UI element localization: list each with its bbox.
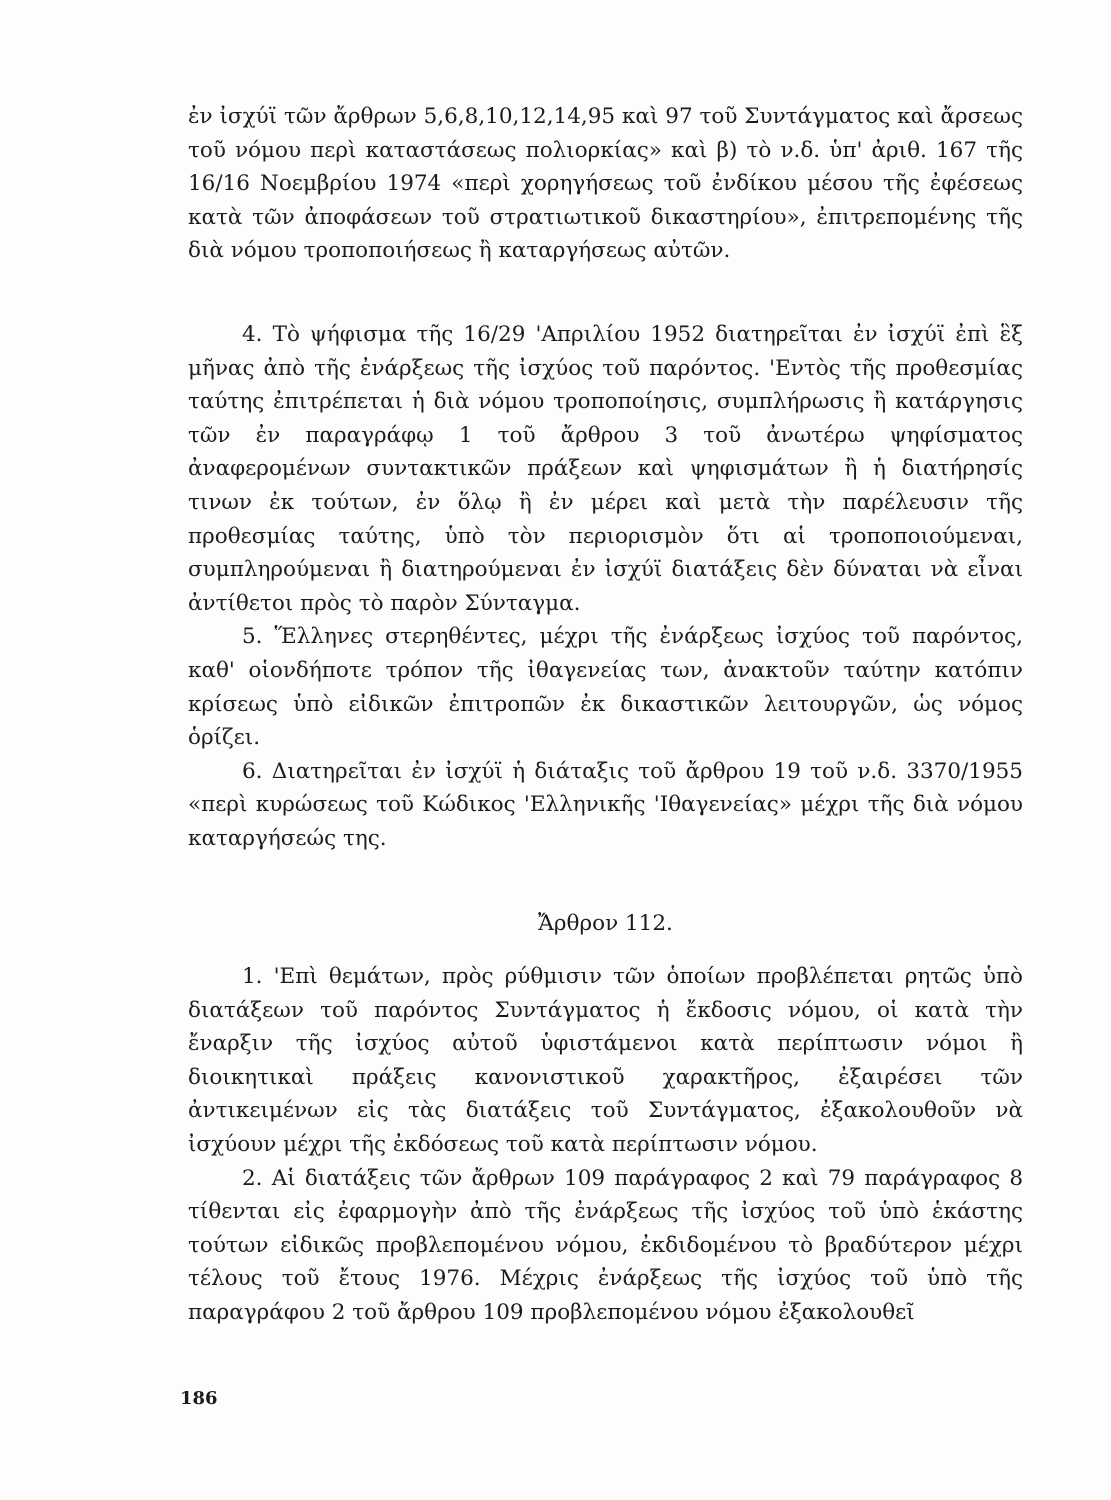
article-111-paragraphs [188,318,1023,856]
article-heading: Ἄρθρον 112. [538,911,673,936]
continuation-text [188,100,1023,268]
paragraph-5: 5. Ἕλληνες στερηθέντες, μέχρι τῆς ἐνάρξεως ἰσχύος τοῦ παρόντος, καθ' οἱονδήποτε τρόπον τῆς ἰθαγενείας των, ἀνακτοῦν ταύτην κατόπιν κρίσεως ὑπὸ εἰδικῶν ἐπιτροπῶν ἐκ δικαστικῶν λειτουργῶν, ὡς νόμος ὁρίζει. [188,624,1023,751]
article-112-paragraph-1: 1. 'Επὶ θεμάτων, πρὸς ρύθμισιν τῶν ὁποίων προβλέπεται ρητῶς ὑπὸ διατάξεων τοῦ παρόντος Συντάγματος ἡ ἔκδοσις νόμου, οἱ κατὰ τὴν ἔναρξιν τῆς ἰσχύος αὐτοῦ ὑφιστάμενοι κατὰ περίπτωσιν νόμοι ἢ διοικητικαὶ πράξεις κανονιστικοῦ χαρακτῆρος, ἐξαιρέσει τῶν ἀντικειμένων εἰς τὰς διατάξεις τοῦ Συντάγματος, ἐξακολουθοῦν νὰ ἰσχύουν μέχρι τῆς ἐκδόσεως τοῦ κατὰ περίπτωσιν νόμου. [188,964,1023,1157]
paragraph-6: 6. Διατηρεῖται ἐν ἰσχύϊ ἡ διάταξις τοῦ ἄρθρου 19 τοῦ ν.δ. 3370/1955 «περὶ κυρώσεως τοῦ Κώδικος 'Ελληνικῆς 'Ιθαγενείας» μέχρι τῆς διὰ νόμου καταργήσεώς της. [188,758,1023,851]
article-112-paragraphs [188,960,1023,1330]
paragraph-4: 4. Τὸ ψήφισμα τῆς 16/29 'Απριλίου 1952 διατηρεῖται ἐν ἰσχύϊ ἐπὶ ἓξ μῆνας ἀπὸ τῆς ἐνάρξεως τῆς ἰσχύος τοῦ παρόντος. 'Εντὸς τῆς προθεσμίας ταύτης ἐπιτρέπεται ἡ διὰ νόμου τροποποίησις, συμπλήρωσις ἢ κατάργησις τῶν ἐν παραγράφῳ 1 τοῦ ἄρθρου 3 τοῦ ἀνωτέρω ψηφίσματος ἀναφερομένων συντακτικῶν πράξεων καὶ ψηφισμάτων ἢ ἡ διατήρησίς τινων ἐκ τούτων, ἐν ὅλῳ ἢ ἐν μέρει καὶ μετὰ τὴν παρέλευσιν τῆς προθεσμίας ταύτης, ὑπὸ τὸν περιορισμὸν ὅτι αἱ τροποποιούμεναι, συμπληρούμεναι ἢ διατηρούμεναι ἐν ἰσχύϊ διατάξεις δὲν δύναται νὰ εἶναι ἀντίθετοι πρὸς τὸ παρὸν Σύνταγμα. [188,322,1023,616]
article-112-paragraph-2: 2. Αἱ διατάξεις τῶν ἄρθρων 109 παράγραφος 2 καὶ 79 παράγραφος 8 τίθενται εἰς ἐφαρμογὴν ἀπὸ τῆς ἐνάρξεως τῆς ἰσχύος τοῦ ὑπὸ ἑκάστης τούτων εἰδικῶς προβλεπομένου νόμου, ἐκδιδομένου τὸ βραδύτερον μέχρι τέλους τοῦ ἔτους 1976. Μέχρις ἐνάρξεως τῆς ἰσχύος τοῦ ὑπὸ τῆς παραγράφου 2 τοῦ ἄρθρου 109 προβλεπομένου νόμου ἐξακολουθεῖ [188,1165,1023,1325]
continuation-paragraph: ἐν ἰσχύϊ τῶν ἄρθρων 5,6,8,10,12,14,95 καὶ 97 τοῦ Συντάγματος καὶ ἄρσεως τοῦ νόμου περὶ καταστάσεως πολιορκίας» καὶ β) τὸ ν.δ. ὑπ' ἀριθ. 167 τῆς 16/16 Νοεμβρίου 1974 «περὶ χορηγήσεως τοῦ ἐνδίκου μέσου τῆς ἐφέσεως κατὰ τῶν ἀποφάσεων τοῦ στρατιωτικοῦ δικαστηρίου», ἐπιτρεπομένης τῆς διὰ νόμου τροποποιήσεως ἢ καταργήσεως αὐτῶν. [188,104,1023,264]
page-number: 186 [180,1388,218,1409]
